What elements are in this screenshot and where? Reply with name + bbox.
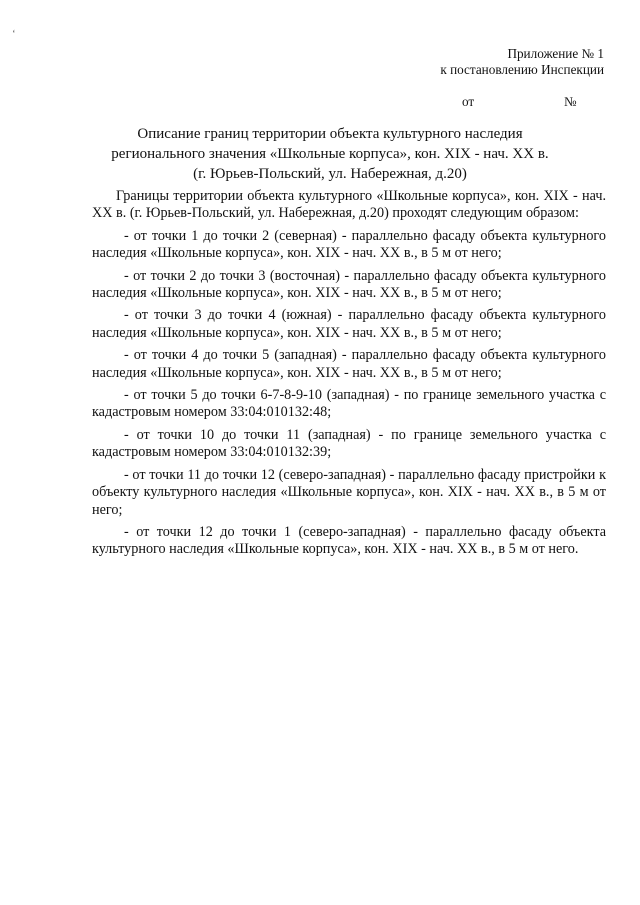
boundary-item-2: - от точки 2 до точки 3 (восточная) - параллельно фасаду объекта культурного наследия «Школьные корпуса», кон. XIX - нач. XX в., в 5 м от него; (92, 267, 606, 302)
boundary-item-3: - от точки 3 до точки 4 (южная) - параллельно фасаду объекта культурного наследия «Школьные корпуса», кон. XIX - нач. XX в., в 5 м от него; (92, 307, 606, 341)
date-from-label: от (462, 94, 475, 109)
boundary-item-1: - от точки 1 до точки 2 (северная) - параллельно фасаду объекта культурного наследия «Школьные корпуса», кон. XIX - нач. XX в., в 5 м от него; (92, 227, 606, 262)
boundary-item-4: - от точки 4 до точки 5 (западная) - параллельно фасаду объекта культурного наследия «Школьные корпуса», кон. XIX - нач. XX в., в 5 м от него; (92, 347, 606, 381)
date-number-line (462, 94, 582, 110)
number-sign: № (564, 94, 577, 109)
title-line-1: Описание границ территории объекта культурного наследия (137, 126, 523, 142)
document-title (80, 124, 580, 184)
appendix-label: Приложение № 1 (507, 46, 604, 61)
title-line-3: (г. Юрьев-Польский, ул. Набережная, д.20) (193, 166, 467, 182)
boundary-item-8: - от точки 12 до точки 1 (северо-западная) - параллельно фасаду объекта культурного наследия «Школьные корпуса», кон. XIX - нач. XX в., в 5 м от него. (92, 523, 606, 558)
boundary-item-6: - от точки 10 до точки 11 (западная) - по границе земельного участка с кадастровым номером 33:04:010132:39; (92, 426, 606, 461)
boundary-item-7: - от точки 11 до точки 12 (северо-западная) - параллельно фасаду пристройки к объекту культурного наследия «Школьные корпуса», кон. XIX - нач. XX в., в 5 м от него; (92, 466, 606, 518)
appendix-header (440, 46, 604, 78)
scan-mark: ‘ (12, 28, 16, 40)
intro-paragraph: Границы территории объекта культурного «Школьные корпуса», кон. XIX - нач. XX в. (г. Юрьев-Польский, ул. Набережная, д.20) проходят следующим образом: (92, 188, 606, 222)
document-body (92, 188, 606, 559)
boundary-item-5: - от точки 5 до точки 6-7-8-9-10 (западная) - по границе земельного участка с кадастровым номером 33:04:010132:48; (92, 387, 606, 421)
title-line-2: регионального значения «Школьные корпуса», кон. XIX - нач. XX в. (111, 146, 549, 162)
resolution-label: к постановлению Инспекции (440, 62, 604, 77)
